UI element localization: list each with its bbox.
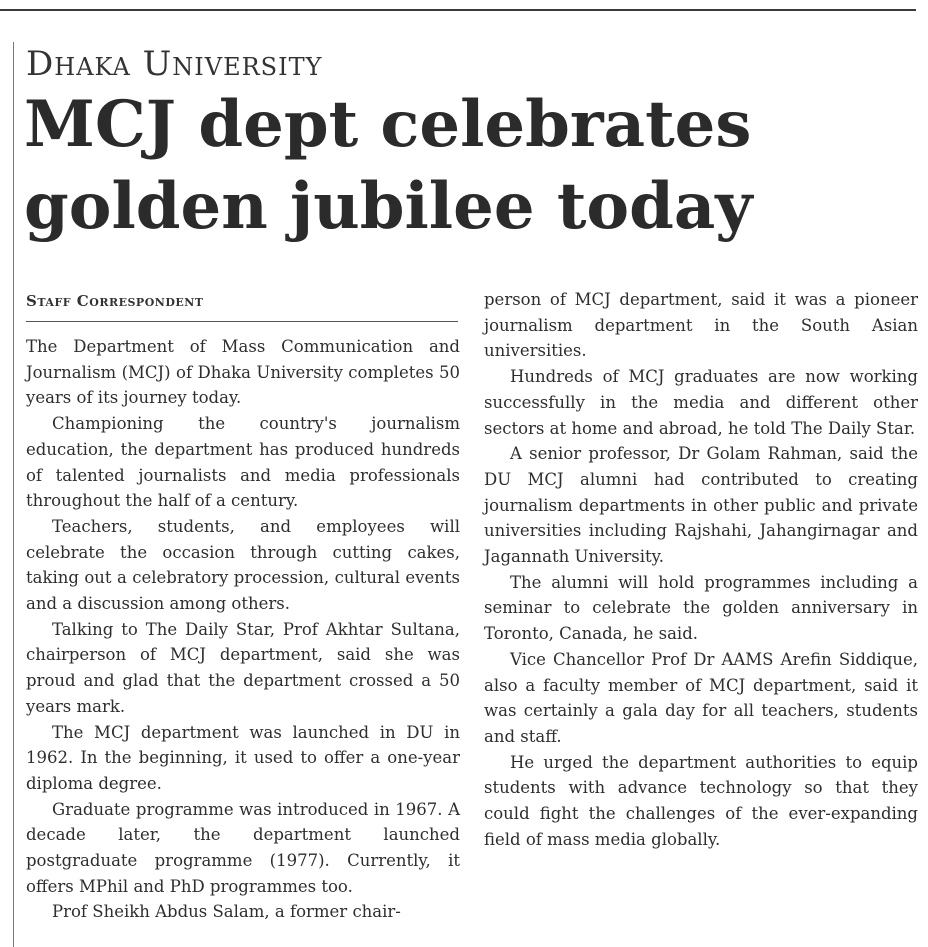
paragraph: Hundreds of MCJ graduates are now working successfully in the media and different other sectors at home and abroad, he told The Daily Star. xyxy=(484,367,918,438)
paragraph: Talking to The Daily Star, Prof Akhtar Sultana, chairperson of MCJ department, said she was proud and glad that the department crossed a 50 years mark. xyxy=(26,619,460,716)
top-rule xyxy=(0,9,916,11)
paragraph: Championing the country's journalism education, the department has produced hundreds of talented journalists and media professionals throughout the half of a century. xyxy=(26,414,460,511)
article-column-1 xyxy=(26,334,460,925)
byline-rule xyxy=(26,321,458,322)
byline: Staff Correspondent xyxy=(26,292,204,310)
section-kicker: Dhaka University xyxy=(26,44,323,84)
headline: MCJ dept celebrates golden jubilee today xyxy=(24,87,753,244)
paragraph: The MCJ department was launched in DU in 1962. In the beginning, it used to offer a one-year diploma degree. xyxy=(26,722,460,793)
paragraph: Prof Sheikh Abdus Salam, a former chair- xyxy=(52,902,401,922)
paragraph: A senior professor, Dr Golam Rahman, said the DU MCJ alumni had contributed to creating journalism departments in other public and private universities including Rajshahi, Jahangirnagar and Jagannath University. xyxy=(484,444,918,567)
paragraph: Teachers, students, and employees will celebrate the occasion through cutting cakes, taking out a celebratory procession, cultural events and a discussion among others. xyxy=(26,516,460,614)
column-rule xyxy=(13,42,14,947)
article-column-2 xyxy=(484,287,918,852)
paragraph: The Department of Mass Communication and Journalism (MCJ) of Dhaka University completes 50 years of its journey today. xyxy=(26,337,460,408)
paragraph: The alumni will hold programmes including a seminar to celebrate the golden anniversary in Toronto, Canada, he said. xyxy=(484,572,918,644)
paragraph: Vice Chancellor Prof Dr AAMS Arefin Siddique, also a faculty member of MCJ department, said it was certainly a gala day for all teachers, students and staff. xyxy=(484,649,918,746)
paragraph: Graduate programme was introduced in 1967. A decade later, the department launched postgraduate programme (1977). Currently, it offers MPhil and PhD programmes too. xyxy=(26,799,460,896)
paragraph: He urged the department authorities to equip students with advance technology so that they could fight the challenges of the ever-expanding field of mass media globally. xyxy=(484,752,918,849)
paragraph: person of MCJ department, said it was a pioneer journalism department in the South Asian universities. xyxy=(484,290,918,361)
